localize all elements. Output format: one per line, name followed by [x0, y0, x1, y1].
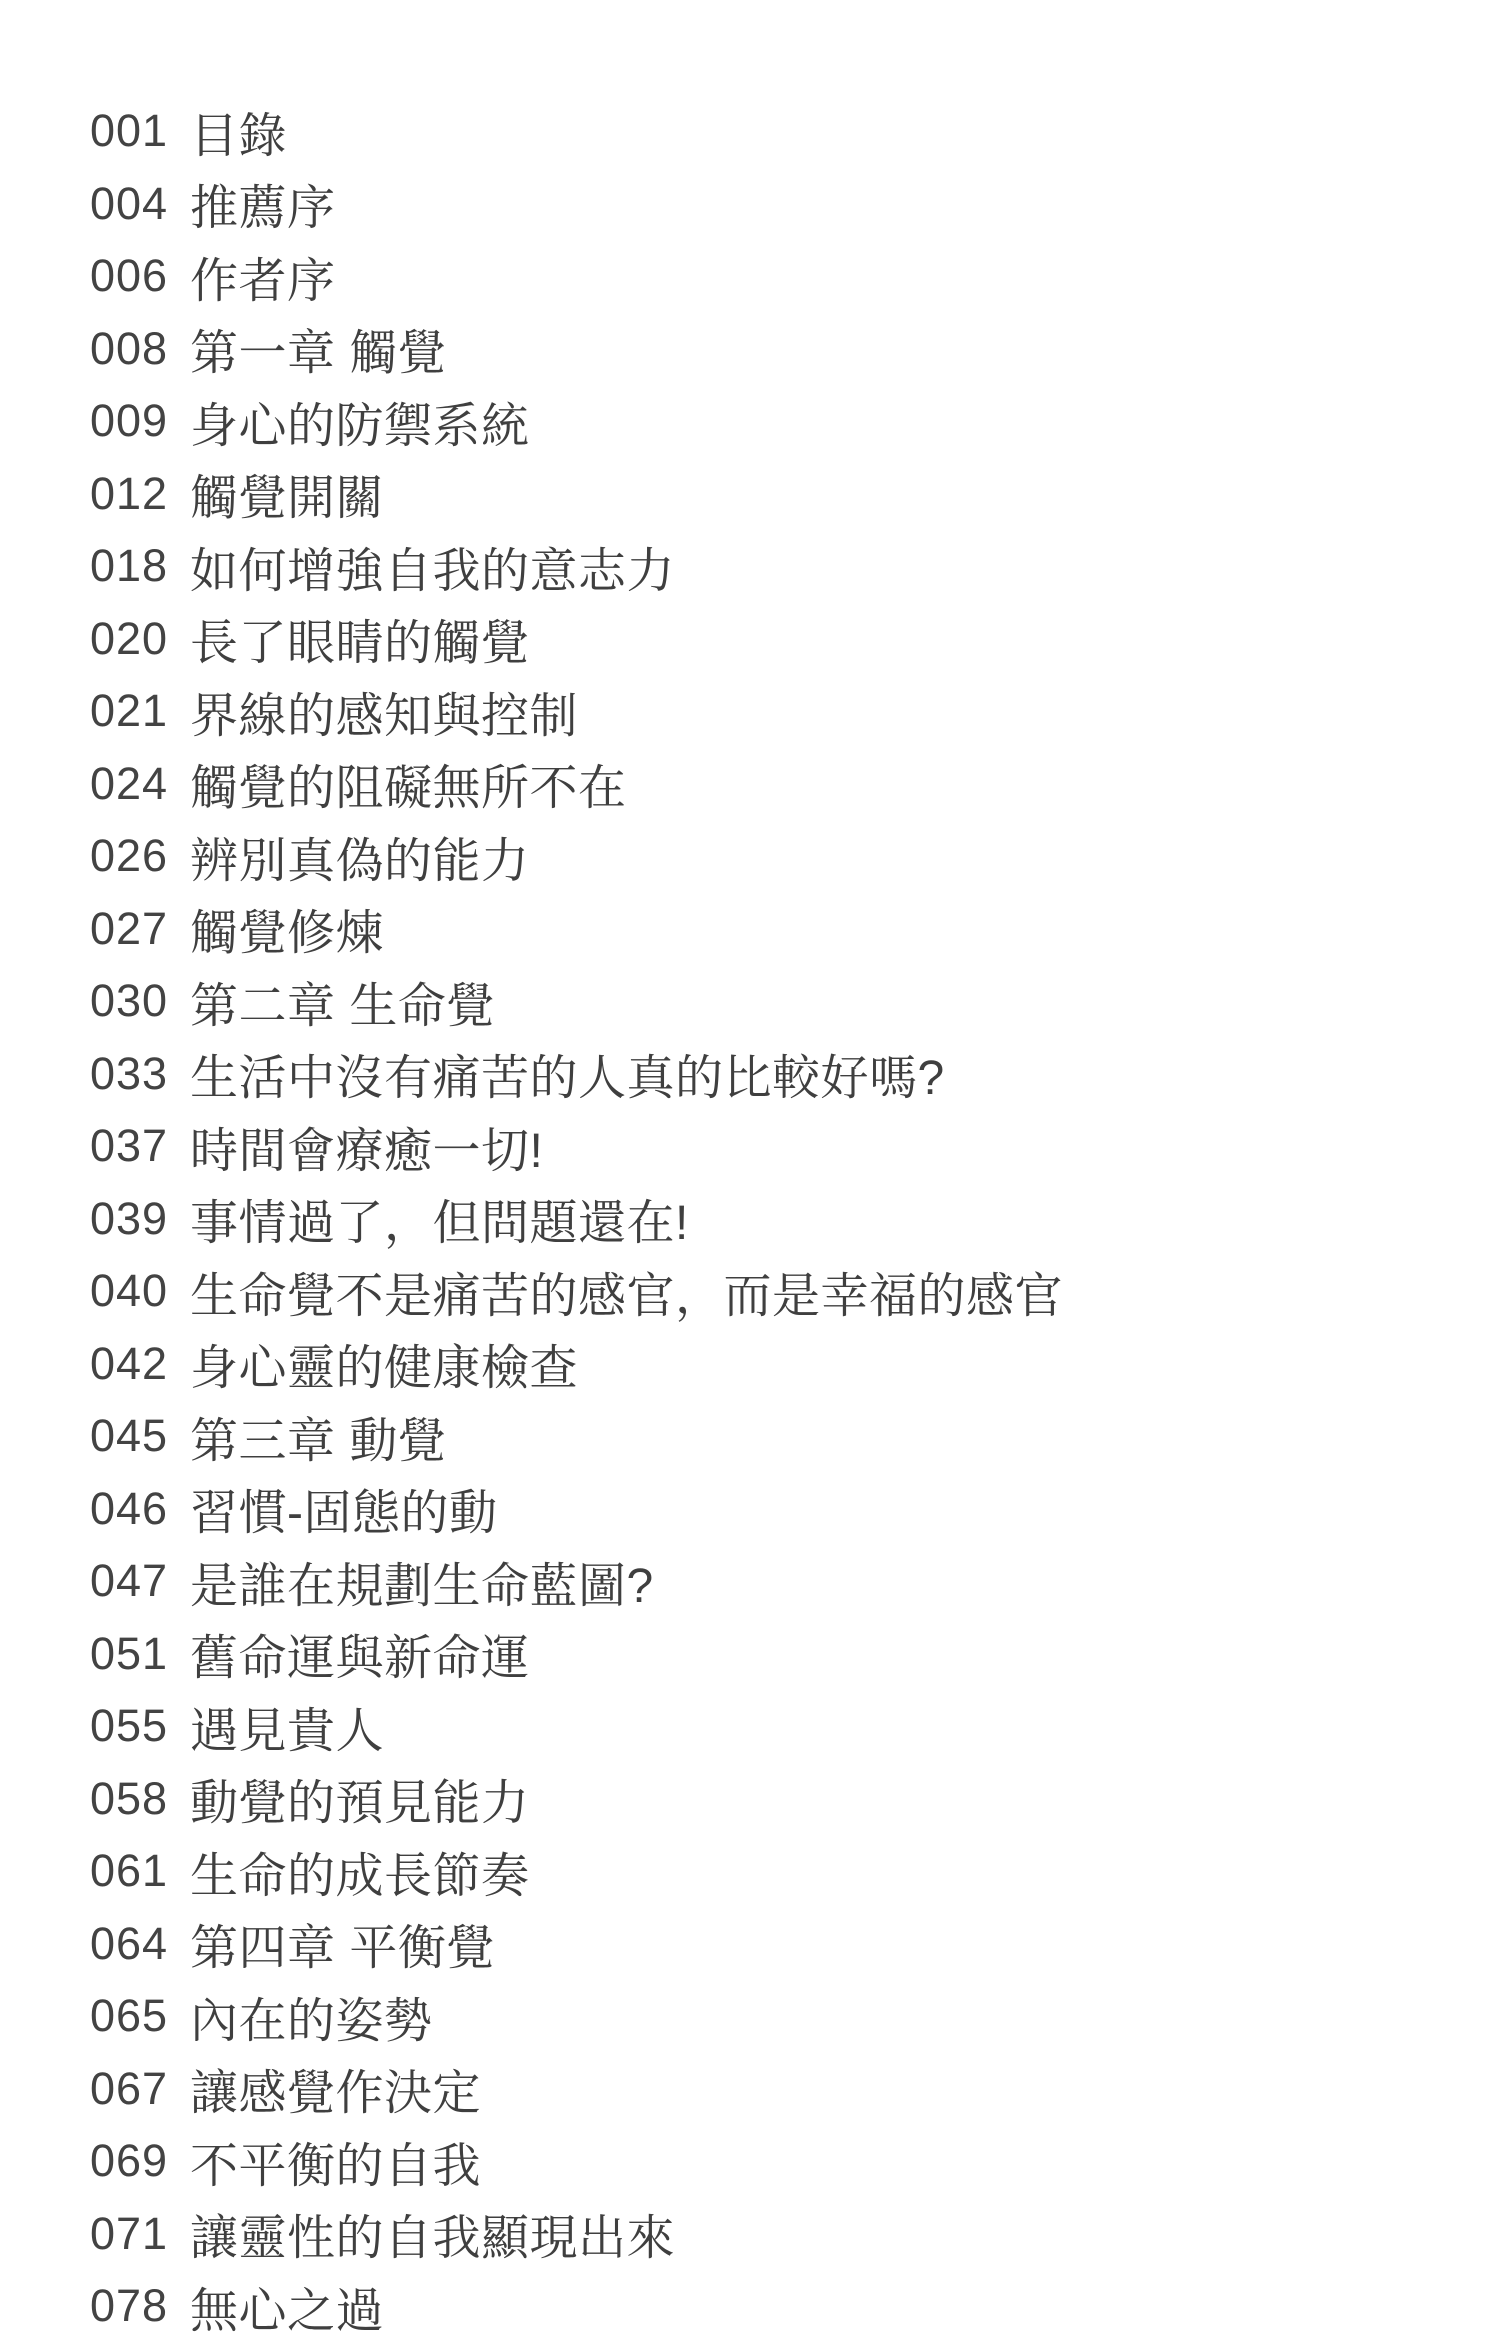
- toc-page-number: 069: [90, 2135, 169, 2187]
- toc-page-number: 064: [90, 1917, 169, 1969]
- toc-row: [90, 168, 1500, 241]
- toc-row: [90, 1908, 1500, 1981]
- toc-row: [90, 1835, 1500, 1908]
- toc-page-number: 026: [90, 830, 169, 882]
- toc-page-number: 020: [90, 612, 169, 664]
- toc-entry-title: 內在的姿勢: [190, 1994, 433, 2048]
- toc-page-number: 033: [90, 1047, 169, 1099]
- toc-entry-title: 是誰在規劃生命藍圖?: [190, 1559, 654, 1613]
- toc-row: [90, 385, 1500, 458]
- toc-row: [90, 1690, 1500, 1763]
- toc-row: [90, 313, 1500, 386]
- toc-row: [90, 893, 1500, 966]
- toc-row: [90, 458, 1500, 531]
- toc-page-number: 021: [90, 685, 169, 737]
- toc-page-number: 018: [90, 540, 169, 592]
- toc-entry-title: 第一章 觸覺: [190, 327, 447, 381]
- toc-page-number: 061: [90, 1845, 169, 1897]
- toc-entry-title: 第三章 動覺: [190, 1414, 447, 1468]
- toc-entry-title: 如何增強自我的意志力: [190, 544, 676, 598]
- toc-entry-title: 舊命運與新命運: [190, 1632, 530, 1686]
- toc-row: [90, 1473, 1500, 1546]
- toc-row: [90, 1980, 1500, 2053]
- toc-page-number: 027: [90, 902, 169, 954]
- toc-row: [90, 820, 1500, 893]
- toc-entry-title: 動覺的預見能力: [190, 1777, 530, 1831]
- toc-page-number: 071: [90, 2207, 169, 2259]
- toc-page-number: 024: [90, 757, 169, 809]
- toc-entry-title: 第四章 平衡覺: [190, 1922, 495, 1976]
- toc-row: [90, 1255, 1500, 1328]
- toc-row: [90, 2270, 1500, 2343]
- toc-entry-title: 長了眼睛的觸覺: [190, 617, 530, 671]
- toc-entry-title: 不平衡的自我: [190, 2139, 482, 2193]
- toc-row: [90, 530, 1500, 603]
- toc-page-number: 030: [90, 975, 169, 1027]
- toc-row: [90, 2125, 1500, 2198]
- toc-entry-title: 目錄: [190, 109, 288, 163]
- toc-entry-title: 觸覺開關: [190, 472, 385, 526]
- toc-page-number: 001: [90, 105, 169, 157]
- toc-entry-title: 習慣-固態的動: [190, 1487, 498, 1541]
- toc-entry-title: 觸覺的阻礙無所不在: [190, 762, 627, 816]
- toc-entry-title: 觸覺修煉: [190, 907, 385, 961]
- toc-page-number: 051: [90, 1627, 169, 1679]
- toc-row: [90, 240, 1500, 313]
- toc-entry-title: 時間會療癒一切!: [190, 1124, 544, 1178]
- toc-entry-title: 讓靈性的自我顯現出來: [190, 2212, 676, 2266]
- toc-entry-title: 讓感覺作決定: [190, 2067, 482, 2121]
- toc-page-number: 006: [90, 250, 169, 302]
- toc-row: [90, 1400, 1500, 1473]
- toc-page-number: 008: [90, 322, 169, 374]
- toc-page-number: 058: [90, 1772, 169, 1824]
- toc-row: [90, 675, 1500, 748]
- toc-row: [90, 1618, 1500, 1691]
- toc-row: [90, 1328, 1500, 1401]
- toc-page-number: 078: [90, 2280, 169, 2332]
- toc-page-number: 067: [90, 2062, 169, 2114]
- toc-row: [90, 603, 1500, 676]
- toc-entry-title: 生活中沒有痛苦的人真的比較好嗎?: [190, 1052, 945, 1106]
- toc-row: [90, 1545, 1500, 1618]
- toc-page-number: 042: [90, 1337, 169, 1389]
- toc-entry-title: 生命的成長節奏: [190, 1849, 530, 1903]
- toc-entry-title: 作者序: [190, 254, 336, 308]
- toc-row: [90, 748, 1500, 821]
- toc-page-number: 039: [90, 1192, 169, 1244]
- toc-page-number: 065: [90, 1990, 169, 2042]
- toc-row: [90, 2198, 1500, 2271]
- toc-page-number: 009: [90, 395, 169, 447]
- toc-row: [90, 1038, 1500, 1111]
- toc-entry-title: 遇見貴人: [190, 1704, 385, 1758]
- toc-entry-title: 界線的感知與控制: [190, 689, 579, 743]
- toc-entry-title: 身心靈的健康檢查: [190, 1342, 579, 1396]
- toc-entry-title: 推薦序: [190, 182, 336, 236]
- toc-row: [90, 2053, 1500, 2126]
- toc-row: [90, 1110, 1500, 1183]
- toc-page-number: 040: [90, 1265, 169, 1317]
- toc-entry-title: 第二章 生命覺: [190, 979, 495, 1033]
- toc-entry-title: 生命覺不是痛苦的感官，而是幸福的感官: [190, 1269, 1064, 1323]
- toc-page-number: 045: [90, 1410, 169, 1462]
- toc-page-number: 012: [90, 467, 169, 519]
- toc-page-number: 047: [90, 1555, 169, 1607]
- toc-page-number: 046: [90, 1482, 169, 1534]
- toc-page-number: 004: [90, 177, 169, 229]
- toc-page-number: 037: [90, 1120, 169, 1172]
- toc-row: [90, 1763, 1500, 1836]
- toc-row: [90, 965, 1500, 1038]
- toc-row: [90, 1183, 1500, 1256]
- toc-entry-title: 身心的防禦系統: [190, 399, 530, 453]
- toc-entry-title: 事情過了，但問題還在!: [190, 1197, 689, 1251]
- toc-entry-title: 辨別真偽的能力: [190, 834, 530, 888]
- toc-row: [90, 95, 1500, 168]
- toc-entry-title: 無心之過: [190, 2284, 385, 2338]
- toc-page-number: 055: [90, 1700, 169, 1752]
